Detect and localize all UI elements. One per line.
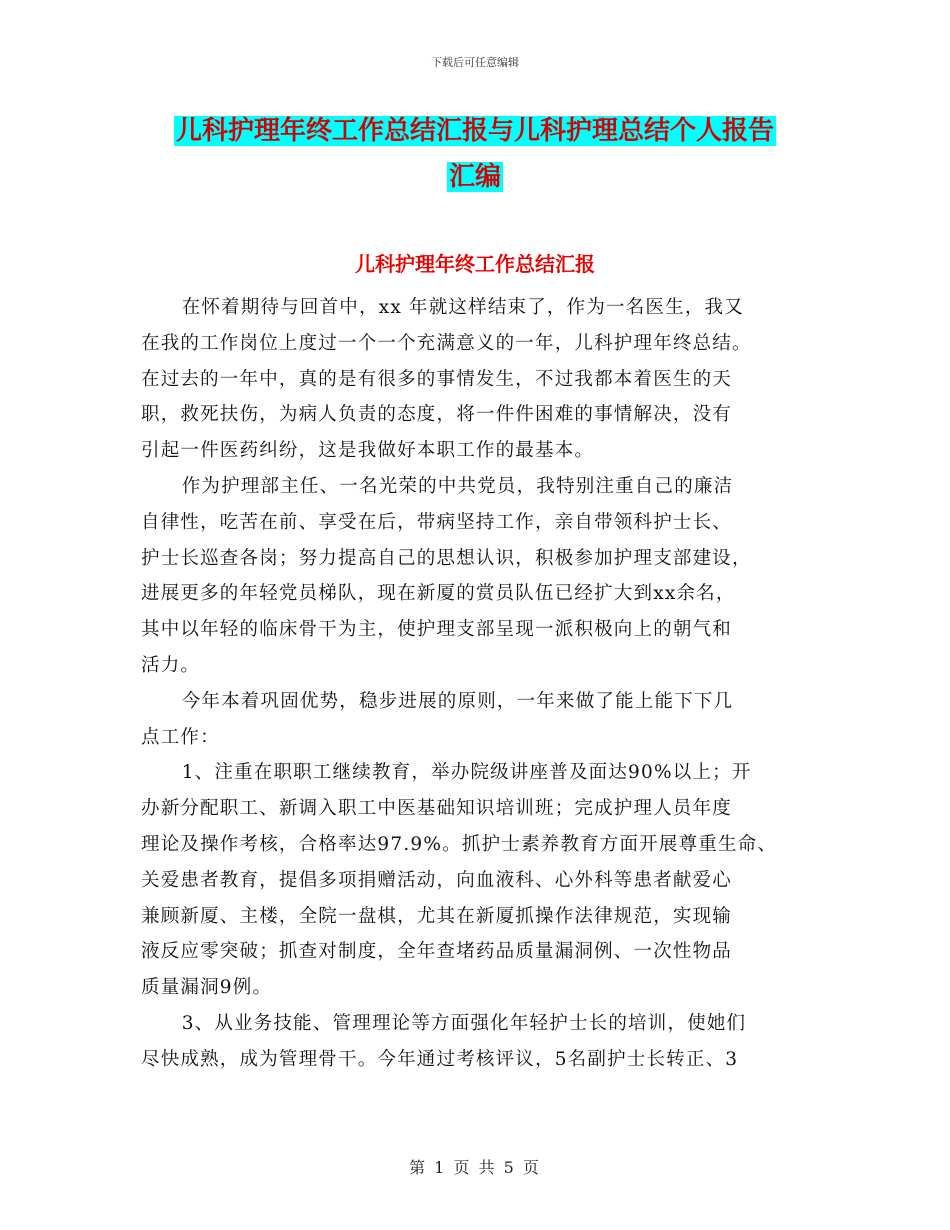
paragraph-line: 点工作：	[141, 726, 220, 748]
paragraph-line: 尽快成熟，成为管理骨干。今年通过考核评议，5名副护士长转正、3	[141, 1048, 739, 1070]
paragraph-line: 3、从业务技能、管理理论等方面强化年轻护士长的培训，使她们	[181, 1012, 747, 1034]
paragraph-line: 今年本着巩固优势，稳步进展的原则，一年来做了能上能下下几	[181, 690, 734, 712]
paragraph-line: 作为护理部主任、一名光荣的中共党员，我特别注重自己的廉洁	[181, 475, 734, 497]
paragraph-line: 兼顾新厦、主楼，全院一盘棋，尤其在新厦抓操作法律规范，实现输	[141, 905, 733, 927]
paragraph-line: 职，救死扶伤，为病人负责的态度，将一件件困难的事情解决，没有	[141, 404, 733, 426]
document-title-line-2: 汇编	[448, 162, 501, 192]
paragraph-line: 活力。	[141, 654, 201, 676]
paragraph-4	[141, 755, 831, 1006]
section-title: 儿科护理年终工作总结汇报	[355, 252, 595, 276]
paragraph-line: 关爱患者教育，提倡多项捐赠活动，向血液科、心外科等患者献爱心	[141, 869, 733, 891]
paragraph-line: 质量漏洞9例。	[141, 977, 273, 999]
paragraph-line: 在怀着期待与回首中，xx 年就这样结束了，作为一名医生，我又	[181, 297, 744, 318]
paragraph-line: 1、注重在职职工继续教育，举办院级讲座普及面达90%以上；开	[181, 762, 752, 784]
paragraph-2	[141, 469, 831, 684]
paragraph-5	[141, 1006, 831, 1078]
page-number: 第 1 页 共 5 页	[409, 1158, 541, 1177]
paragraph-line: 护士长巡查各岗；努力提高自己的思想认识，积极参加护理支部建设，	[141, 547, 752, 569]
paragraph-line: 在我的工作岗位上度过一个一个充满意义的一年，儿科护理年终总结。	[141, 332, 752, 354]
paragraph-line: 办新分配职工、新调入职工中医基础知识培训班；完成护理人员年度	[141, 798, 733, 820]
document-title-line-1: 儿科护理年终工作总结汇报与儿科护理总结个人报告	[175, 116, 774, 146]
paragraph-line: 液反应零突破；抓查对制度，全年查堵药品质量漏洞例、一次性物品	[141, 941, 733, 963]
document-body	[141, 290, 831, 1078]
paragraph-line: 自律性，吃苦在前、享受在后，带病坚持工作，亲自带领科护士长、	[141, 511, 733, 533]
paragraph-line: 引起一件医药纠纷，这是我做好本职工作的最基本。	[141, 440, 595, 462]
paragraph-line: 其中以年轻的临床骨干为主，使护理支部呈现一派积极向上的朝气和	[141, 619, 733, 641]
page-header-note: 下载后可任意编辑	[431, 56, 519, 69]
document-title	[0, 108, 950, 200]
paragraph-line: 理论及操作考核，合格率达97.9%。抓护士素养教育方面开展尊重生命、	[141, 833, 778, 855]
paragraph-line: 在过去的一年中，真的是有很多的事情发生，不过我都本着医生的天	[141, 368, 733, 390]
paragraph-line: 进展更多的年轻党员梯队，现在新厦的赏员队伍已经扩大到xx余名，	[141, 583, 736, 605]
paragraph-1	[141, 290, 831, 469]
paragraph-3	[141, 684, 831, 756]
